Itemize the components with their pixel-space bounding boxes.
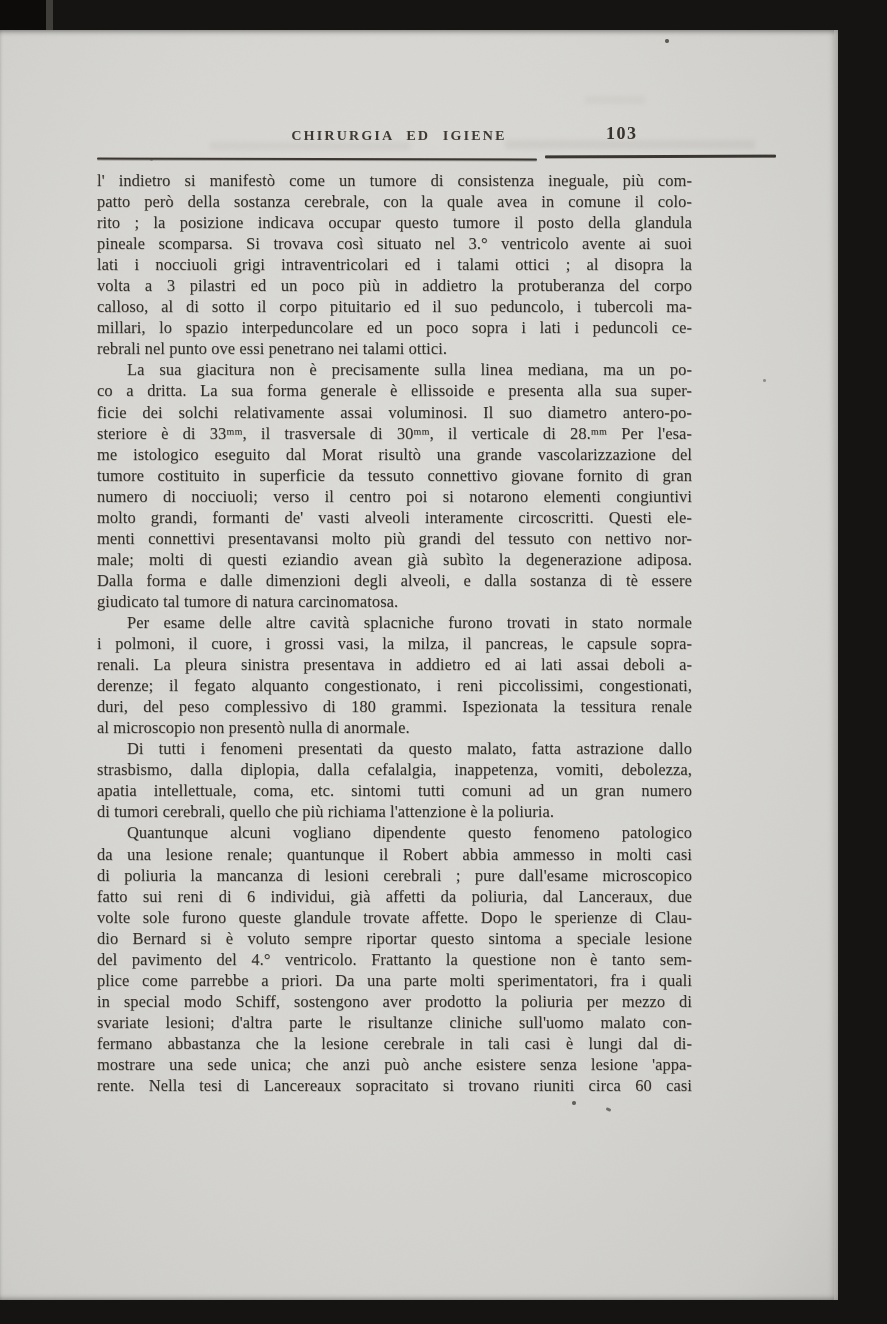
- text-line: molto grandi, formanti de' vasti alveoli interamente circoscritti. Questi ele-: [97, 507, 692, 527]
- text-line: Quantunque alcuni vogliano dipendente questo fenomeno patologico: [127, 823, 692, 843]
- text-line: dio Bernard si è voluto sempre riportar questo sintoma a speciale lesione: [97, 928, 692, 948]
- text-line: rito ; la posizione indicava occupar questo tumore il posto della glandula: [97, 213, 692, 233]
- text-line: i polmoni, il cuore, i grossi vasi, la milza, il pancreas, le capsule sopra-: [97, 634, 692, 654]
- text-line: fermano abbastanza che la lesione cerebrale in tali casi è lungi dal di-: [97, 1033, 692, 1053]
- text-line: rente. Nella tesi di Lancereaux sopracitato si trovano riuniti circa 60 casi: [97, 1076, 692, 1096]
- text-line: co a dritta. La sua forma generale è ellissoide e presenta alla sua super-: [97, 381, 692, 401]
- text-line: Di tutti i fenomeni presentati da questo malato, fatta astrazione dallo: [127, 739, 692, 759]
- book-binding-seam: [46, 0, 53, 30]
- text-line: tumore costituito in superficie da tessuto connettivo giovane fornito di gran: [97, 465, 692, 485]
- text-line: calloso, al di sotto il corpo pituitario ed il suo peduncolo, i tubercoli ma-: [97, 297, 692, 317]
- text-line: me istologico eseguito dal Morat risultò una grande vascolarizzazione del: [97, 444, 692, 464]
- ink-speck: [763, 379, 766, 382]
- text-line: in special modo Schiff, sostengono aver prodotto la poliuria per mezzo di: [97, 991, 692, 1011]
- page-number: 103: [606, 123, 638, 143]
- ink-speck: [665, 39, 669, 43]
- text-line: di tumori cerebrali, quello che più richiama l'attenzione è la poliuria.: [97, 802, 555, 822]
- text-line: renali. La pleura sinistra presentava in addietro ed ai lati assai deboli a-: [97, 655, 692, 675]
- text-line: volta a 3 pilastri ed un poco più in addietro la protuberanza del corpo: [97, 276, 692, 296]
- text-line: di poliuria la mancanza di lesioni cerebrali ; pure dall'esame microscopico: [97, 865, 692, 885]
- text-line: l' indietro si manifestò come un tumore di consistenza ineguale, più com-: [97, 171, 692, 190]
- text-line: numero di nocciuoli; verso il centro poi si notarono elementi congiuntivi: [97, 486, 692, 506]
- showthrough-smudge: [585, 96, 645, 104]
- text-line: Dalla forma e dalle dimenzioni degli alveoli, e dalla sostanza di tè essere: [97, 570, 692, 590]
- text-line: derenze; il fegato alquanto congestionato, i reni piccolissimi, congestionati,: [97, 676, 692, 696]
- text-line: svariate lesioni; d'altra parte le risultanze cliniche sull'uomo malato con-: [97, 1012, 692, 1032]
- text-line: pineale scomparsa. Si trovava così situato nel 3.° ventricolo avente ai suoi: [97, 234, 692, 254]
- paper: [0, 30, 838, 1300]
- text-line: ficie dei solchi relativamente assai voluminosi. Il suo diametro antero-po-: [97, 402, 692, 422]
- text-line: lati i nocciuoli grigi intraventricolari ed i talami ottici ; al disopra la: [97, 255, 692, 275]
- ink-speck: [150, 158, 153, 161]
- text-line: giudicato tal tumore di natura carcinomatosa.: [97, 591, 399, 611]
- text-block: [97, 170, 692, 1096]
- text-line: Per esame delle altre cavità splacniche furono trovati in stato normale: [127, 612, 692, 632]
- text-line: apatia intellettuale, coma, etc. sintomi tutti comuni ad un gran numero: [97, 781, 692, 801]
- text-line: mostrare una sede unica; che anzi può anche esistere senza lesione 'appa-: [97, 1054, 692, 1074]
- running-header-title: CHIRURGIA ED IGIENE: [291, 129, 507, 144]
- text-line: steriore è di 33ᵐᵐ, il trasversale di 30ᵐᵐ, il verticale di 28.ᵐᵐ Per l'esa-: [97, 423, 692, 443]
- text-line: volte sole furono queste glandule trovate affette. Dopo le sperienze di Clau-: [97, 907, 692, 927]
- header-rule-left: [97, 158, 537, 161]
- text-line: patto però della sostanza cerebrale, con la quale avea in comune il colo-: [97, 192, 692, 212]
- text-line: La sua giacitura non è precisamente sulla linea mediana, ma un po-: [127, 360, 692, 380]
- text-line: plice come parrebbe a priori. Da una parte molti sperimentatori, fra i quali: [97, 970, 692, 990]
- header-rule-right: [545, 155, 776, 159]
- text-line: menti connettivi presentavansi molto più grandi del tessuto con nettivo nor-: [97, 528, 692, 548]
- text-line: millari, lo spazio interpeduncolare ed un poco sopra i lati i peduncoli ce-: [97, 318, 692, 338]
- text-line: rebrali nel punto ove essi penetrano nei talami ottici.: [97, 339, 448, 359]
- text-line: duri, del peso complessivo di 180 grammi. Ispezionata la tessitura renale: [97, 697, 692, 717]
- ink-speck: [572, 1101, 576, 1105]
- text-line: da una lesione renale; quantunque il Robert abbia ammesso in molti casi: [97, 844, 692, 864]
- text-line: al microscopio non presentò nulla di anormale.: [97, 718, 410, 738]
- text-line: strasbismo, dalla diplopia, dalla cefalalgia, inappetenza, vomiti, debolezza,: [97, 760, 692, 780]
- ink-speck: [606, 1107, 612, 1112]
- text-line: male; molti di questi eziandio avean già subìto la degenerazione adiposa.: [97, 549, 692, 569]
- text-line: del pavimento del 4.° ventricolo. Frattanto la questione non è tanto sem-: [97, 949, 692, 969]
- text-line: fatto sui reni di 6 individui, già affetti da poliuria, dal Lanceraux, due: [97, 886, 692, 906]
